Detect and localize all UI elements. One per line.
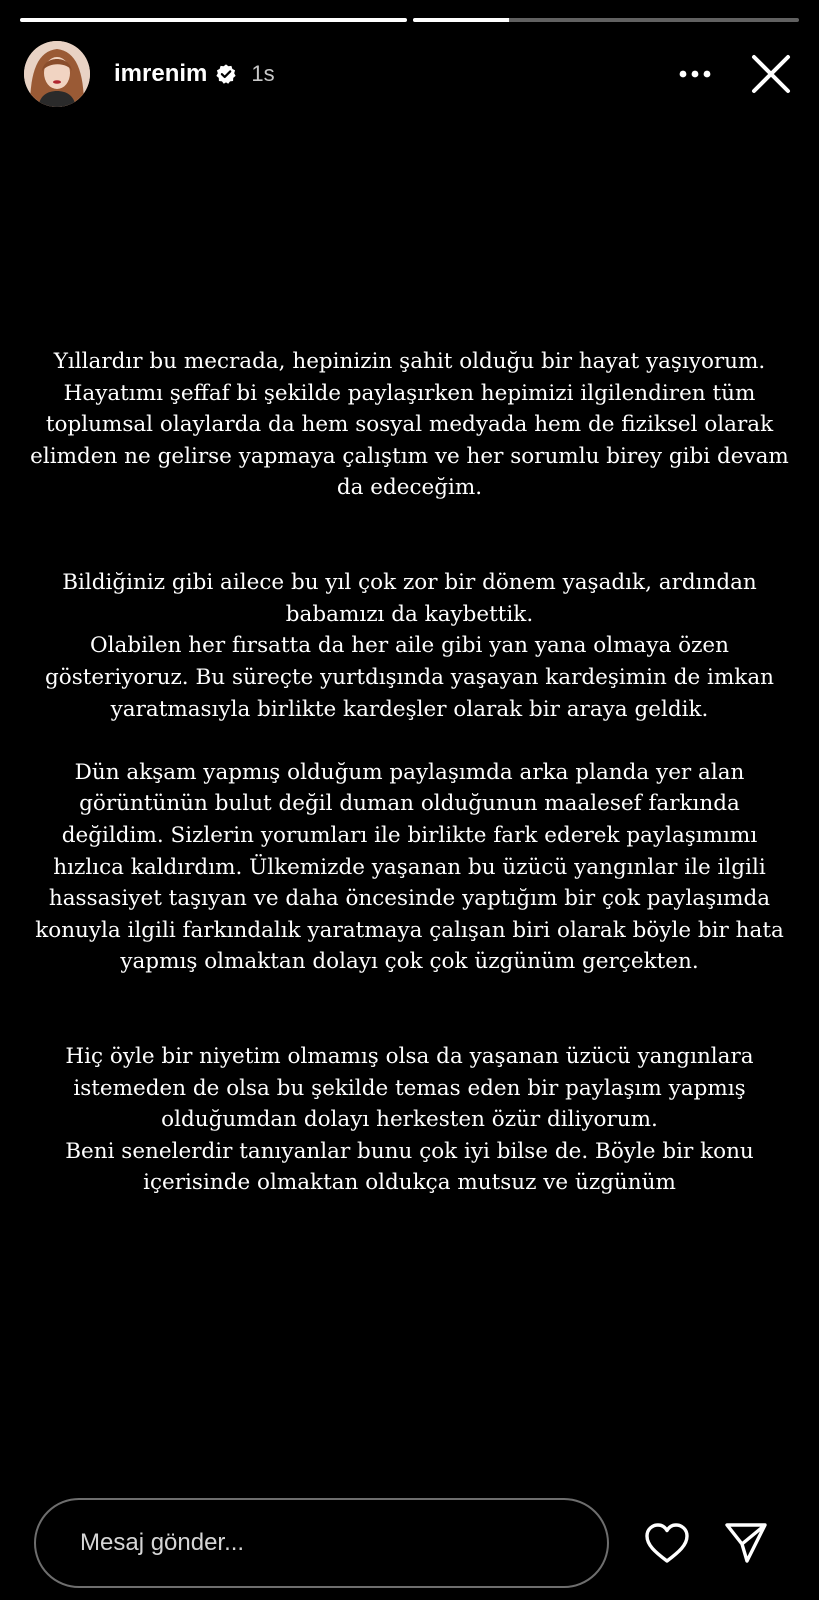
heart-icon[interactable]: [640, 1516, 694, 1570]
story-paragraph-2: [28, 536, 791, 726]
avatar-image: [24, 41, 90, 107]
message-input[interactable]: [34, 1498, 609, 1588]
story-paragraph-2-text: Bildiğiniz gibi ailece bu yıl çok zor bir dönem yaşadık, ardından babamızı da kaybettik. Olabilen her fırsatta da her aile gibi yan yana olmaya özen gösteriyoruz. Bu süreçte yurtdışında yaşayan kardeşimin de imkan yaratmasıyla birlikte kardeşler olarak bir araya geldik.: [45, 570, 774, 722]
verified-badge-icon: [215, 63, 237, 85]
story-progress: [20, 18, 799, 22]
story-paragraph-4-text: Hiç öyle bir niyetim olmamış olsa da yaşanan üzücü yangınlara istemeden de olsa bu şekilde temas eden bir paylaşım yapmış olduğumdan dolayı herkesten özür diliyorum. Beni senelerdir tanıyanlar bunu çok iyi bilse de. Böyle bir konu içerisinde olmaktan oldukça mutsuz ve üzgünüm: [65, 1044, 754, 1196]
send-icon[interactable]: [719, 1516, 773, 1570]
avatar[interactable]: [24, 41, 90, 107]
story-text: [28, 346, 791, 1231]
progress-segment-2: [413, 18, 800, 22]
story-paragraph-1-text: Yıllardır bu mecrada, hepinizin şahit olduğu bir hayat yaşıyorum. Hayatımı şeffaf bi şekilde paylaşırken hepimizi ilgilendiren tüm toplumsal olaylarda da hem sosyal medyada hem de fiziksel olarak elimden ne gelirse yapmaya çalıştım ve her sorumlu birey gibi devam da edeceğim.: [30, 349, 789, 501]
footer-actions: [627, 1516, 785, 1570]
story-footer: [34, 1498, 785, 1588]
story-paragraph-4: [28, 1009, 791, 1199]
message-placeholder: Mesaj gönder...: [80, 1529, 245, 1556]
story-paragraph-1: [28, 346, 791, 504]
username[interactable]: imrenim: [114, 60, 208, 87]
story-header: [24, 41, 795, 107]
story-paragraph-3: [28, 757, 791, 978]
progress-fill-1: [20, 18, 407, 22]
more-dots-icon[interactable]: [675, 54, 715, 94]
close-icon[interactable]: [747, 50, 795, 98]
post-time: 1s: [251, 61, 275, 86]
progress-fill-2: [413, 18, 510, 22]
progress-segment-1: [20, 18, 407, 22]
story-paragraph-3-text: Dün akşam yapmış olduğum paylaşımda arka planda yer alan görüntünün bulut değil duman olduğunun maalesef farkında değildim. Sizlerin yorumları ile birlikte fark ederek paylaşımımı hızlıca kaldırdım. Ülkemizde yaşanan bu üzücü yangınlar ile ilgili hassasiyet taşıyan ve daha öncesinde yaptığım bir çok paylaşımda konuyla ilgili farkındalık yaratmaya çalışan biri olarak böyle bir hata yapmış olmaktan dolayı çok çok üzgünüm gerçekten.: [35, 759, 784, 975]
